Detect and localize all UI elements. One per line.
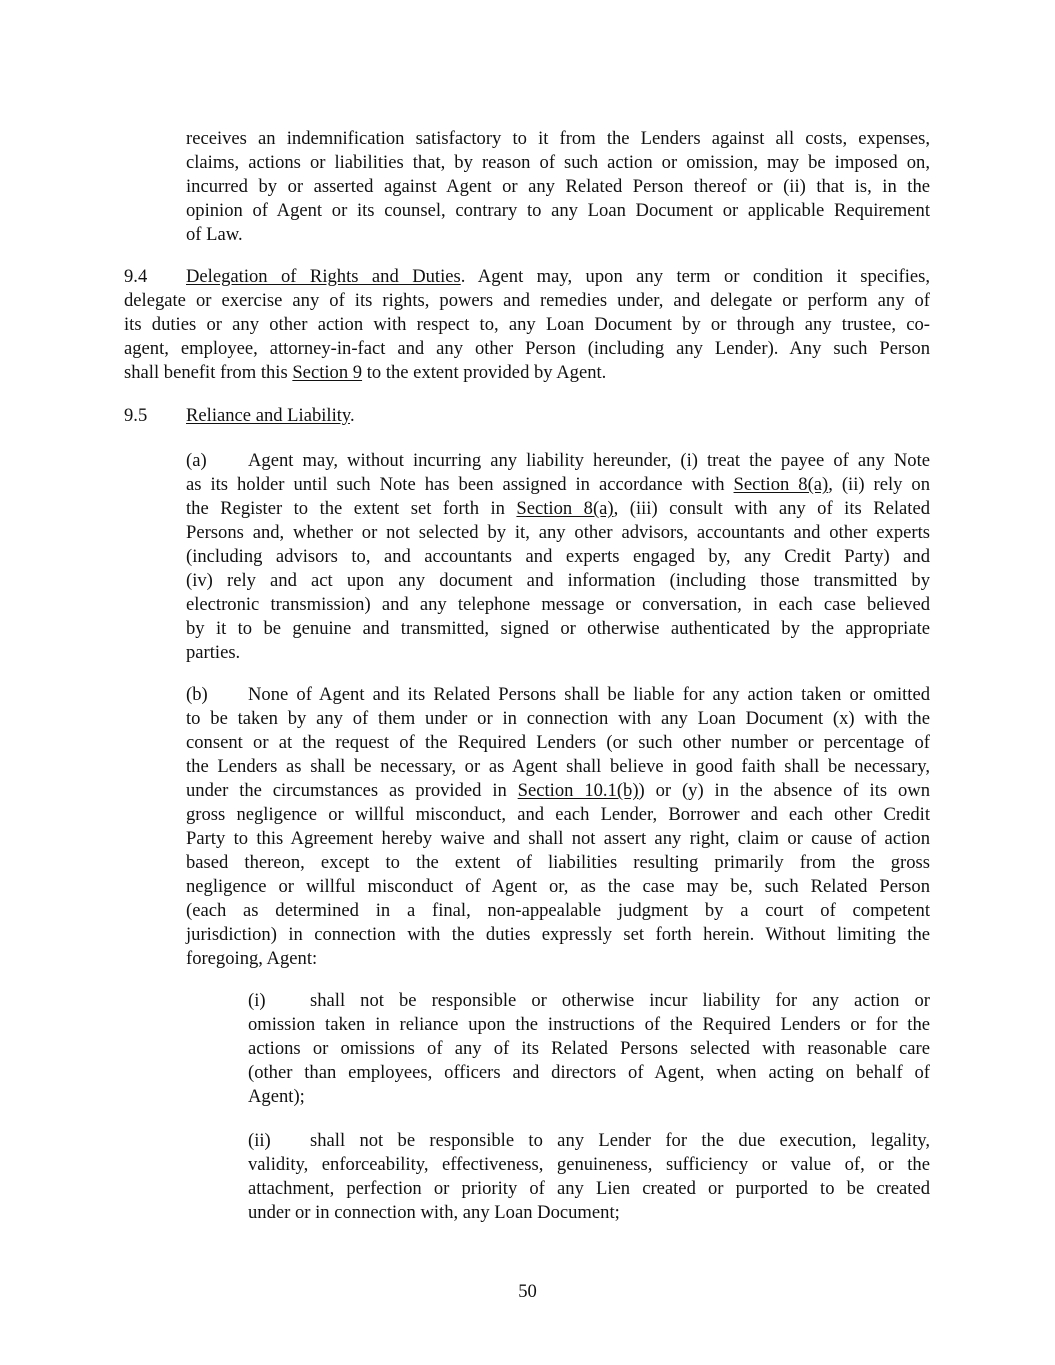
text-run: to the extent provided by Agent. xyxy=(362,362,607,383)
text-run: shall not be responsible to any Lender for the due execution, legality, xyxy=(310,1130,930,1151)
text-line: attachment, perfection or priority of any Lien created or purported to be created xyxy=(248,1178,930,1199)
text-line: its duties or any other action with respect to, any Loan Document by or through any trustee, co- xyxy=(124,314,930,335)
text-line: actions or omissions of any of its Related Persons selected with reasonable care xyxy=(248,1038,930,1059)
text-line: to be taken by any of them under or in connection with any Loan Document (x) with the xyxy=(186,708,930,729)
text-line xyxy=(186,779,930,803)
paragraph-label: (b) xyxy=(186,684,208,705)
text-line: foregoing, Agent: xyxy=(186,948,318,969)
text-line: delegate or exercise any of its rights, powers and remedies under, and delegate or perform any of xyxy=(124,290,930,311)
section-9-5 xyxy=(124,404,930,428)
paragraph-label: (i) xyxy=(248,990,266,1011)
text-line: omission taken in reliance upon the instructions of the Required Lenders or for the xyxy=(248,1014,930,1035)
text-line: validity, enforceability, effectiveness, genuineness, sufficiency or value of, or the xyxy=(248,1154,930,1175)
text-line: Party to this Agreement hereby waive and shall not assert any right, claim or cause of action xyxy=(186,828,930,849)
text-line: consent or at the request of the Required Lenders (or such other number or percentage of xyxy=(186,732,930,753)
intro-paragraph xyxy=(186,127,930,247)
cross-reference: Section 9 xyxy=(292,362,363,383)
text-line xyxy=(186,497,930,521)
text-run: , (iii) consult with any of its Related xyxy=(613,498,930,519)
text-line: (iv) rely and act upon any document and information (including those transmitted by xyxy=(186,570,930,591)
paragraph-b xyxy=(186,683,930,971)
section-9-4 xyxy=(124,265,930,385)
text-line: claims, actions or liabilities that, by reason of such action or omission, may be imposed on, xyxy=(186,152,930,173)
text-line: electronic transmission) and any telephone message or conversation, in each case believed xyxy=(186,594,930,615)
paragraph-label: (ii) xyxy=(248,1130,271,1151)
paragraph-i-first-line xyxy=(248,989,930,1013)
text-line: the Lenders as shall be necessary, or as Agent shall believe in good faith shall be necessary, xyxy=(186,756,930,777)
section-9-4-first-line xyxy=(124,265,930,289)
text-line xyxy=(124,361,930,385)
text-line: by it to be genuine and transmitted, signed or otherwise authenticated by the appropriate xyxy=(186,618,930,639)
text-line: based thereon, except to the extent of liabilities resulting primarily from the gross xyxy=(186,852,930,873)
cross-reference: Section 8(a) xyxy=(733,474,829,495)
text-line: under or in connection with, any Loan Document; xyxy=(248,1202,620,1223)
text-run: None of Agent and its Related Persons shall be liable for any action taken or omitted xyxy=(248,684,930,705)
cross-reference: Section 10.1(b) xyxy=(517,780,639,801)
section-number: 9.5 xyxy=(124,405,148,426)
text-line: gross negligence or willful misconduct, and each Lender, Borrower and each other Credit xyxy=(186,804,930,825)
paragraph-ii-first-line xyxy=(248,1129,930,1153)
paragraph-ii xyxy=(248,1129,930,1225)
section-heading: Reliance and Liability xyxy=(186,405,351,426)
text-line: Agent); xyxy=(248,1086,305,1107)
text-line: Persons and, whether or not selected by it, any other advisors, accountants and other experts xyxy=(186,522,930,543)
text-line: negligence or willful misconduct of Agent or, as the case may be, such Related Person xyxy=(186,876,930,897)
text-line: (other than employees, officers and directors of Agent, when acting on behalf of xyxy=(248,1062,930,1083)
text-line: receives an indemnification satisfactory to it from the Lenders against all costs, expenses, xyxy=(186,128,930,149)
text-run: ) or (y) in the absence of its own xyxy=(638,780,931,801)
text-line: (each as determined in a final, non-appealable judgment by a court of competent xyxy=(186,900,930,921)
paragraph-i xyxy=(248,989,930,1109)
text-line: incurred by or asserted against Agent or any Related Person thereof or (ii) that is, in the xyxy=(186,176,930,197)
section-9-5-heading-line xyxy=(124,404,930,428)
text-run: as its holder until such Note has been assigned in accordance with xyxy=(186,474,734,495)
cross-reference: Section 8(a) xyxy=(516,498,614,519)
page-number: 50 xyxy=(518,1281,537,1302)
paragraph-a xyxy=(186,449,930,665)
text-run: . Agent may, upon any term or condition it specifies, xyxy=(460,266,930,287)
section-heading: Delegation of Rights and Duties xyxy=(186,266,461,287)
paragraph-label: (a) xyxy=(186,450,207,471)
text-run: under the circumstances as provided in xyxy=(186,780,518,801)
text-line xyxy=(186,473,930,497)
text-run: Agent may, without incurring any liability hereunder, (i) treat the payee of any Note xyxy=(248,450,930,471)
text-run: , (ii) rely on xyxy=(828,474,931,495)
text-line: jurisdiction) in connection with the duties expressly set forth herein. Without limiting the xyxy=(186,924,930,945)
paragraph-b-first-line xyxy=(186,683,930,707)
paragraph-a-first-line xyxy=(186,449,930,473)
text-line: opinion of Agent or its counsel, contrary to any Loan Document or applicable Requirement xyxy=(186,200,930,221)
text-run: the Register to the extent set forth in xyxy=(186,498,517,519)
text-line: agent, employee, attorney-in-fact and any other Person (including any Lender). Any such Person xyxy=(124,338,930,359)
text-line: (including advisors to, and accountants and experts engaged by, any Credit Party) and xyxy=(186,546,930,567)
section-number: 9.4 xyxy=(124,266,148,287)
text-line: parties. xyxy=(186,642,241,663)
text-run: . xyxy=(350,405,355,426)
text-line: of Law. xyxy=(186,224,243,245)
text-run: shall not be responsible or otherwise incur liability for any action or xyxy=(310,990,930,1011)
text-run: shall benefit from this xyxy=(124,362,293,383)
